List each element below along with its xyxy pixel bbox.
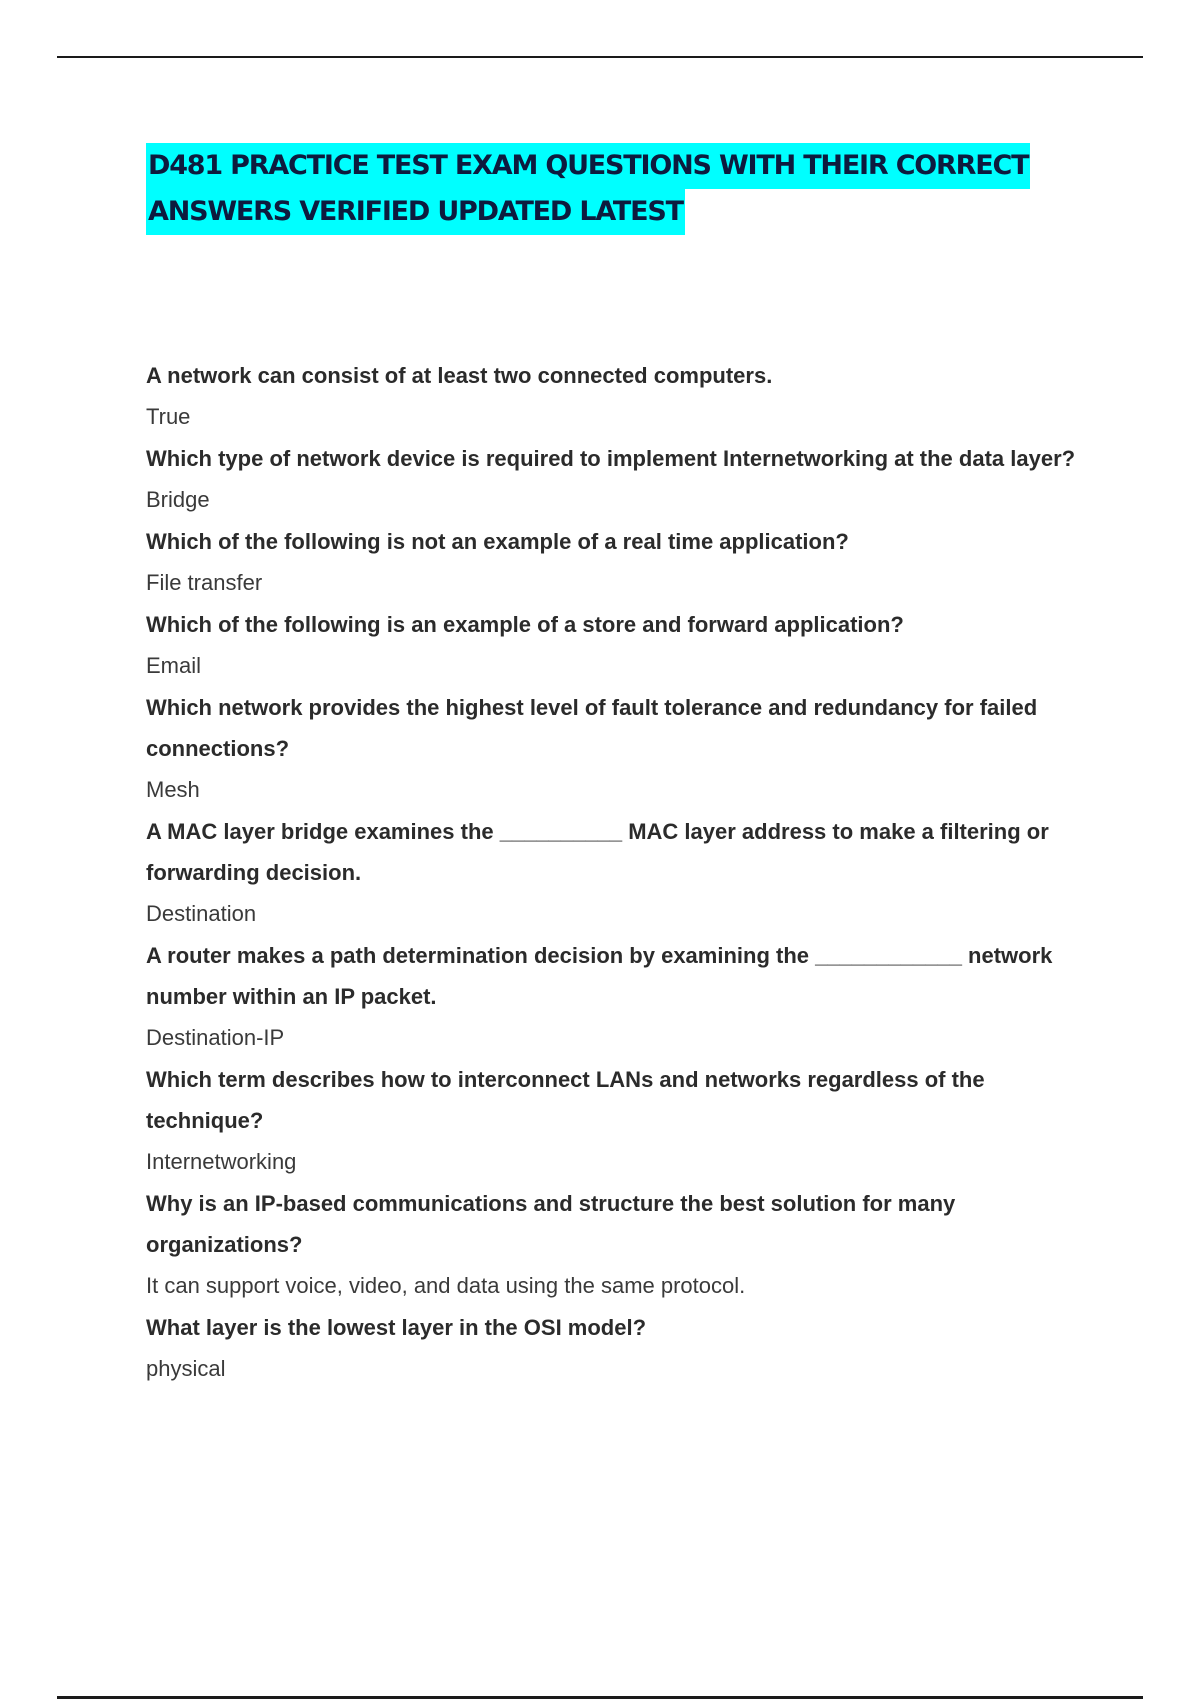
answer-4: Email	[146, 653, 202, 678]
question-2: Which type of network device is required to implement Internetworking at the data layer?	[146, 446, 1076, 471]
title-line-1: D481 PRACTICE TEST EXAM QUESTIONS WITH THEIR CORRECT	[146, 143, 1030, 189]
answer-10: physical	[146, 1356, 226, 1381]
question-6: A MAC layer bridge examines the __________ MAC layer address to make a filtering or forwarding decision.	[146, 819, 1049, 885]
question-5: Which network provides the highest level of fault tolerance and redundancy for failed connections?	[146, 695, 1038, 761]
title-line-2: ANSWERS VERIFIED UPDATED LATEST	[146, 189, 685, 235]
answer-2: Bridge	[146, 487, 210, 512]
question-4: Which of the following is an example of a store and forward application?	[146, 612, 904, 637]
question-8: Which term describes how to interconnect LANs and networks regardless of the technique?	[146, 1067, 985, 1133]
question-answer-list	[146, 355, 1086, 1390]
question-9: Why is an IP-based communications and structure the best solution for many organizations?	[146, 1191, 956, 1257]
answer-7: Destination-IP	[146, 1025, 285, 1050]
question-10: What layer is the lowest layer in the OSI model?	[146, 1315, 647, 1340]
bottom-divider	[57, 1696, 1143, 1699]
answer-9: It can support voice, video, and data using the same protocol.	[146, 1273, 746, 1298]
answer-6: Destination	[146, 901, 257, 926]
answer-1: True	[146, 404, 191, 429]
top-divider	[57, 56, 1143, 58]
answer-3: File transfer	[146, 570, 263, 595]
answer-5: Mesh	[146, 777, 200, 802]
document-title	[146, 143, 1096, 235]
question-1: A network can consist of at least two connected computers.	[146, 363, 773, 388]
question-3: Which of the following is not an example of a real time application?	[146, 529, 849, 554]
question-7: A router makes a path determination decision by examining the ____________ network number within an IP packet.	[146, 943, 1053, 1009]
answer-8: Internetworking	[146, 1149, 297, 1174]
